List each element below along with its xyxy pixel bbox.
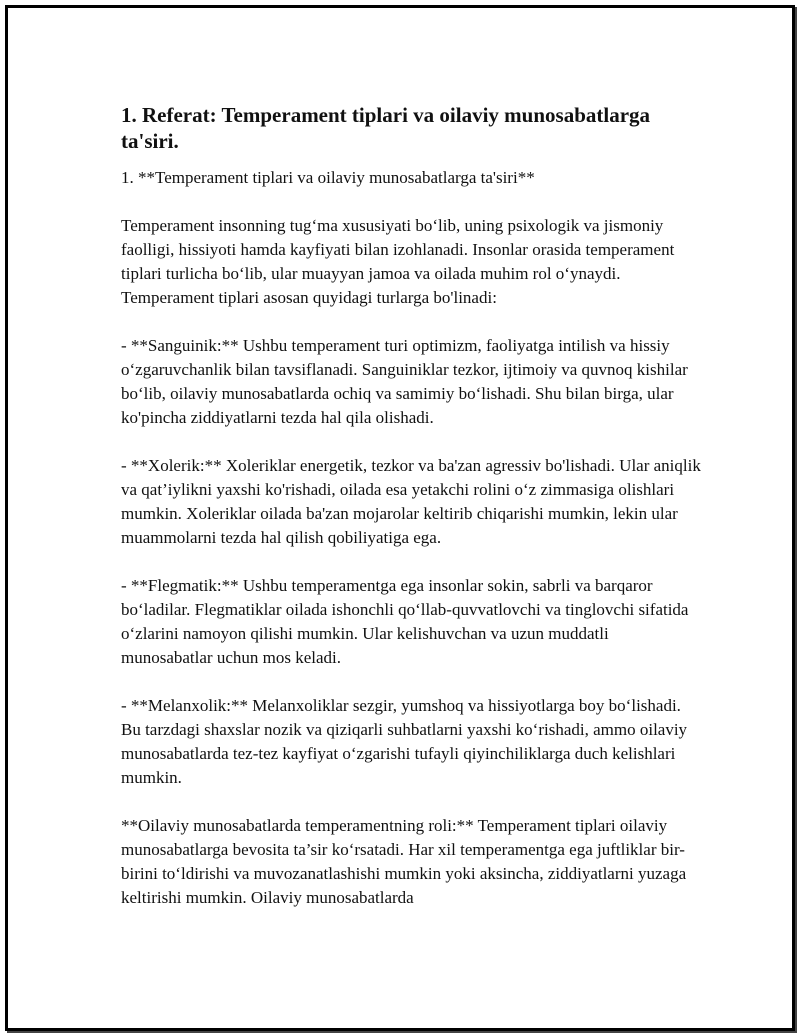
page-frame — [5, 5, 795, 1031]
spacer — [121, 670, 701, 694]
xolerik-paragraph: - **Xolerik:** Xoleriklar energetik, tezkor va ba'zan agressiv bo'lishadi. Ular aniqlik va qat’iylikni yaxshi ko'rishadi, oilada esa yetakchi rolini o‘z zimmasiga olishlari mumkin. Xoleriklar oilada ba'zan mojarolar keltirib chiqarishi mumkin, lekin ular muammolarni tezda hal qilish qobiliyatiga ega. — [121, 456, 701, 547]
melanxolik-paragraph: - **Melanxolik:** Melanxoliklar sezgir, yumshoq va hissiyotlarga boy bo‘lishadi. Bu tarzdagi shaxslar nozik va qiziqarli suhbatlarni yaxshi ko‘rishadi, ammo oilaviy munosabatlarda tez-tez kayfiyat o‘zgarishi tufayli qiyinchiliklarga duch kelishlari mumkin. — [121, 696, 688, 787]
flegmatik-paragraph: - **Flegmatik:** Ushbu temperamentga ega insonlar sokin, sabrli va barqaror bo‘ladilar. Flegmatiklar oilada ishonchli qo‘llab-quvvatlovchi va tinglovchi sifatida o‘zlarini namoyon qilishi mumkin. Ular kelishuvchan va uzun muddatli munosabatlar uchun mos keladi. — [121, 576, 689, 667]
spacer — [121, 310, 701, 334]
sanguinik-paragraph: - **Sanguinik:** Ushbu temperament turi optimizm, faoliyatga intilish va hissiy o‘zgaruvchanlik bilan tavsiflanadi. Sanguiniklar tezkor, ijtimoiy va quvnoq kishilar bo‘lib, oilaviy munosabatlarda ochiq va samimiy bo‘lishadi. Shu bilan birga, ular ko'pincha ziddiyatlarni tezda hal qila olishadi. — [121, 336, 688, 427]
document-title: 1. Referat: Temperament tiplari va oilaviy munosabatlarga ta'siri. — [121, 103, 651, 153]
spacer — [121, 550, 701, 574]
spacer — [121, 190, 701, 214]
document-body — [121, 102, 701, 910]
intro-paragraph: Temperament insonning tug‘ma xususiyati bo‘lib, uning psixologik va jismoniy faolligi, hissiyoti hamda kayfiyati bilan izohlanadi. Insonlar orasida temperament tiplari turlicha bo‘lib, ular muayyan jamoa va oilada muhim rol o‘ynaydi. Temperament tiplari asosan quyidagi turlarga bo'linadi: — [121, 216, 675, 307]
family-role-paragraph: **Oilaviy munosabatlarda temperamentning roli:** Temperament tiplari oilaviy munosabatlarga bevosita ta’sir ko‘rsatadi. Har xil temperamentga ega juftliklar bir-birini to‘ldirishi va muvozanatlashishi mumkin yoki aksincha, ziddiyatlarni yuzaga keltirishi mumkin. Oilaviy munosabatlarda — [121, 816, 687, 907]
spacer — [121, 430, 701, 454]
spacer — [121, 790, 701, 814]
section-heading: 1. **Temperament tiplari va oilaviy munosabatlarga ta'siri** — [121, 168, 535, 187]
